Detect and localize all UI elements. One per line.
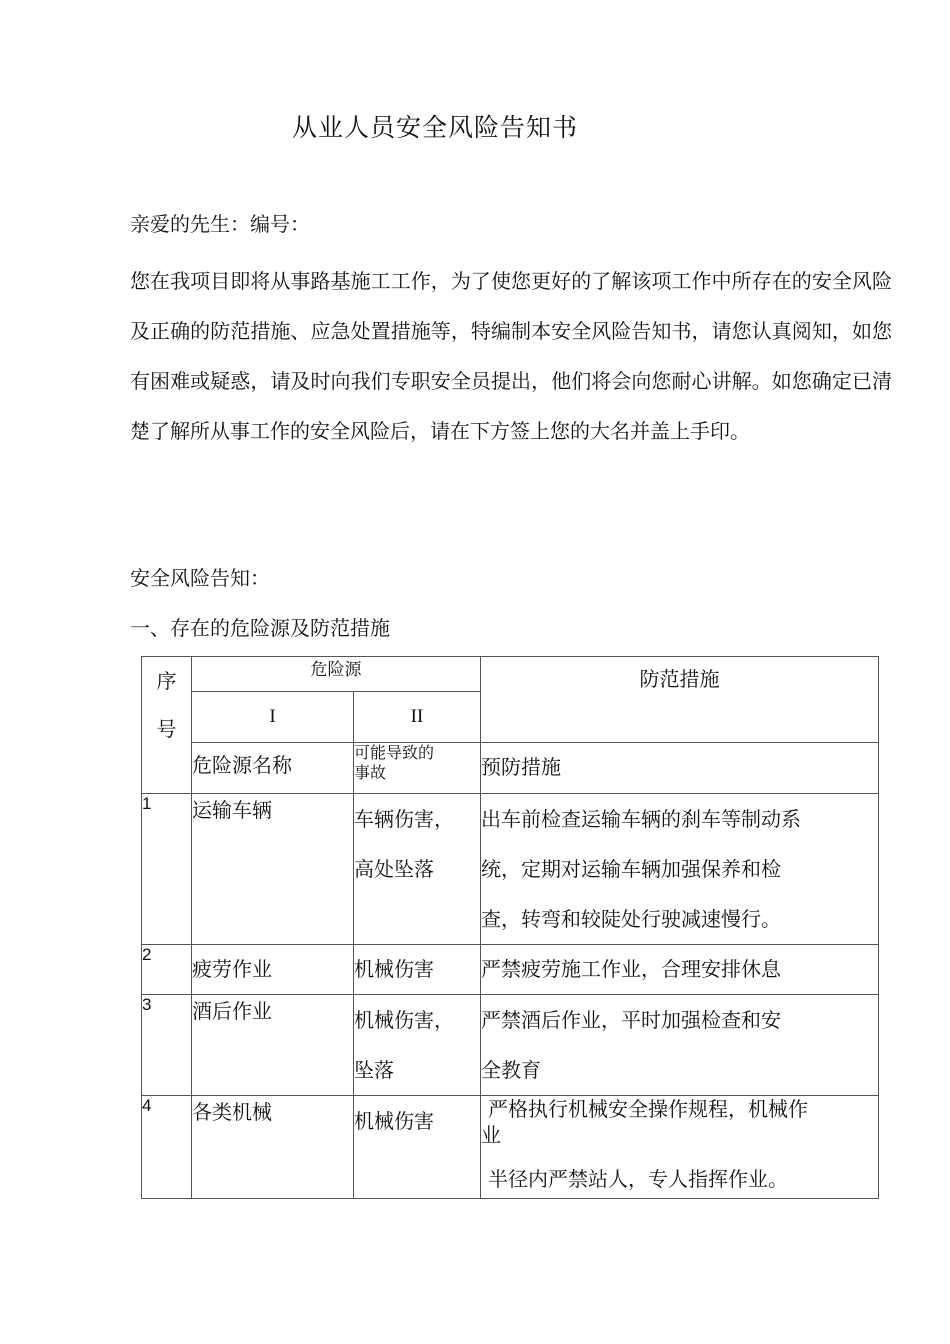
notice-paragraph: 您在我项目即将从事路基施工工作，为了使您更好的了解该项工作中所存在的安全风险及正确的防范措施、应急处置措施等，特编制本安全风险告知书，请您认真阅知，如您有困难或疑惑，请及时向我们专职安全员提出，他们将会向您耐心讲解。如您确定已清楚了解所从事工作的安全风险后，请在下方签上您的大名并盖上手印。 bbox=[130, 269, 892, 443]
possible-accident bbox=[354, 945, 481, 995]
header-possible-accident-line2: 事故 bbox=[354, 763, 387, 782]
header-hazard: 危险源 bbox=[192, 657, 481, 692]
possible-accident bbox=[354, 1096, 481, 1199]
measure-line: 全教育 bbox=[481, 1058, 541, 1082]
header-seq bbox=[142, 657, 192, 794]
header-possible-accident bbox=[354, 743, 481, 794]
prevention-measure bbox=[481, 1096, 879, 1199]
hazard-name: 各类机械 bbox=[192, 1096, 354, 1199]
prevention-measure bbox=[481, 794, 879, 945]
prevention-measure bbox=[481, 945, 879, 995]
table-row bbox=[142, 995, 879, 1096]
measure-line: 出车前检查运输车辆的刹车等制动系 bbox=[481, 807, 801, 831]
salutation: 亲爱的先生：编号： bbox=[130, 212, 310, 236]
possible-accident bbox=[354, 794, 481, 945]
measure-line: 严禁酒后作业，平时加强检查和安 bbox=[481, 1008, 781, 1032]
hazard-name: 酒后作业 bbox=[192, 995, 354, 1096]
header-hazard-name: 危险源名称 bbox=[192, 743, 354, 794]
subsection-heading: 一、存在的危险源及防范措施 bbox=[130, 616, 390, 640]
header-measures: 防范措施 bbox=[481, 657, 879, 743]
row-number: 1 bbox=[142, 794, 192, 945]
hazard-table bbox=[141, 656, 879, 1199]
accident-line: 机械伤害 bbox=[354, 957, 434, 981]
header-seq-line1: 序 bbox=[156, 669, 177, 693]
measure-line: 统，定期对运输车辆加强保养和检 bbox=[481, 857, 781, 881]
header-prevention: 预防措施 bbox=[481, 743, 879, 794]
row-number: 2 bbox=[142, 945, 192, 995]
measure-line: 严格执行机械安全操作规程，机械作 bbox=[488, 1097, 808, 1121]
document-title: 从业人员安全风险告知书 bbox=[291, 113, 578, 142]
accident-line: 机械伤害， bbox=[354, 1008, 454, 1032]
prevention-measure bbox=[481, 995, 879, 1096]
header-possible-accident-line1: 可能导致的 bbox=[354, 743, 435, 762]
row-number: 4 bbox=[142, 1096, 192, 1199]
accident-line: 坠落 bbox=[354, 1058, 394, 1082]
measure-line: 业 bbox=[481, 1123, 501, 1147]
accident-line: 车辆伤害， bbox=[354, 807, 454, 831]
measure-line: 半径内严禁站人，专人指挥作业。 bbox=[488, 1167, 788, 1191]
table-row bbox=[142, 945, 879, 995]
measure-line: 查，转弯和较陡处行驶减速慢行。 bbox=[481, 907, 781, 931]
header-seq-line2: 号 bbox=[156, 717, 177, 741]
row-number: 3 bbox=[142, 995, 192, 1096]
hazard-name: 运输车辆 bbox=[192, 794, 354, 945]
accident-line: 机械伤害 bbox=[354, 1109, 434, 1133]
table-row bbox=[142, 794, 879, 945]
table-row bbox=[142, 1096, 879, 1199]
header-col-ii: II bbox=[354, 692, 481, 743]
possible-accident bbox=[354, 995, 481, 1096]
header-col-i: I bbox=[192, 692, 354, 743]
accident-line: 高处坠落 bbox=[354, 857, 434, 881]
section-heading: 安全风险告知： bbox=[130, 566, 270, 590]
measure-line: 严禁疲劳施工作业，合理安排休息 bbox=[481, 957, 781, 981]
hazard-name: 疲劳作业 bbox=[192, 945, 354, 995]
